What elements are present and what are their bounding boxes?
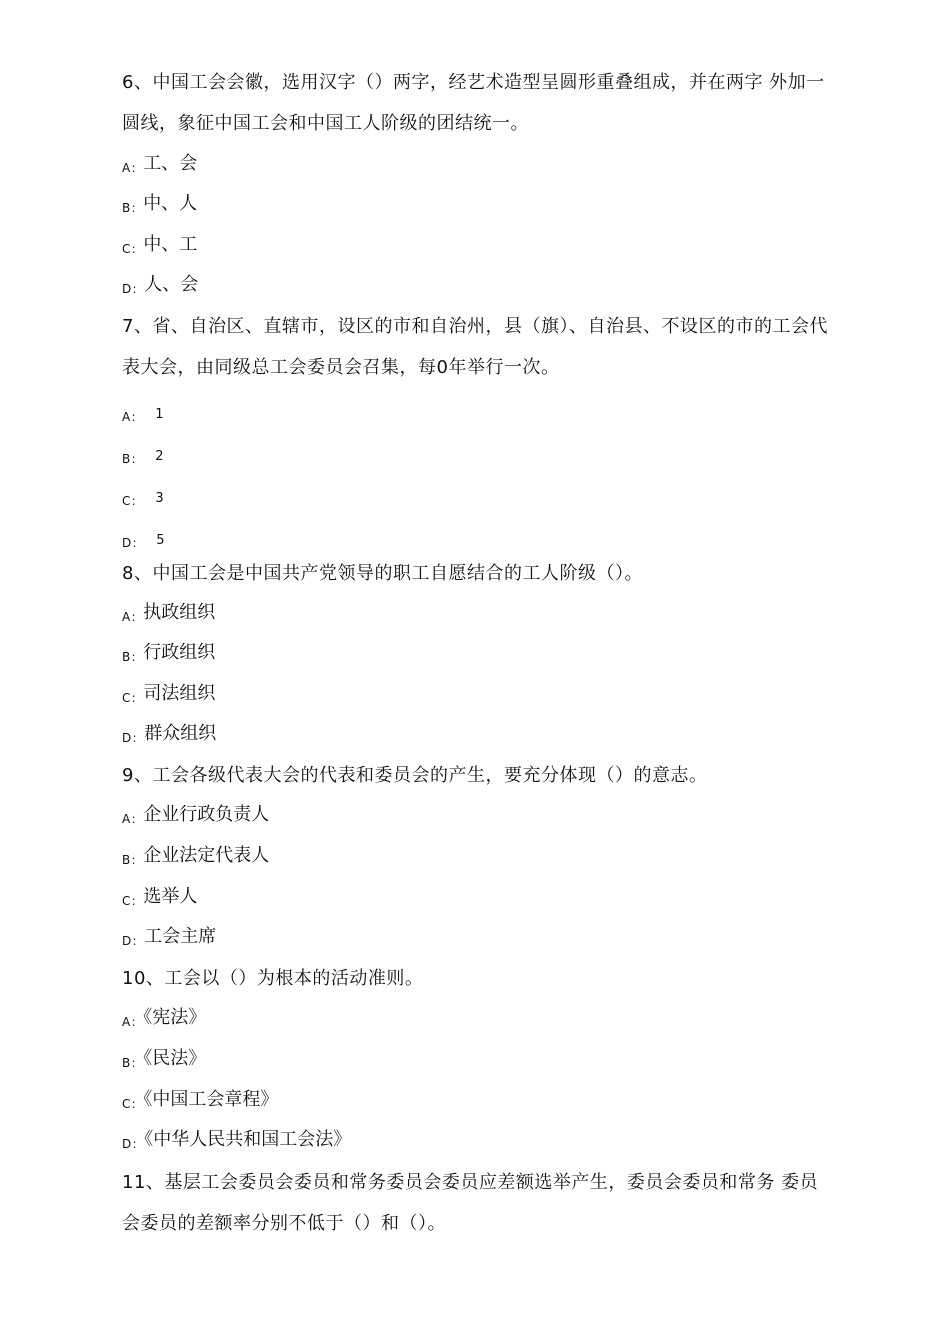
option-letter: C： — [122, 894, 144, 908]
option-9b — [122, 841, 269, 871]
option-text: 3 — [155, 491, 164, 506]
option-text: 企业法定代表人 — [143, 845, 270, 866]
option-letter: D： — [122, 1137, 145, 1151]
option-letter: A： — [122, 1015, 144, 1029]
option-6d — [122, 270, 198, 300]
option-text: 中、人 — [143, 193, 198, 214]
option-letter: B： — [122, 853, 144, 867]
option-text: 5 — [156, 533, 165, 548]
option-letter: C： — [122, 242, 144, 256]
option-text: 《民法》 — [143, 1048, 207, 1069]
question-9: 9、工会各级代表大会的代表和委员会的产生，要充分体现（）的意志。 — [122, 765, 708, 786]
option-8c — [122, 679, 215, 709]
option-letter: D： — [122, 282, 145, 296]
option-text: 企业行政负责人 — [143, 804, 270, 825]
option-letter: B： — [122, 452, 144, 466]
option-8a — [122, 598, 215, 628]
question-10: 10、工会以（）为根本的活动准则。 — [122, 968, 424, 989]
option-letter: A： — [122, 610, 144, 624]
option-text: 工、会 — [143, 153, 198, 174]
option-text: 《中华人民共和国工会法》 — [144, 1129, 352, 1150]
option-letter: B： — [122, 1056, 144, 1070]
option-letter: D： — [122, 731, 145, 745]
option-letter: C： — [122, 1097, 144, 1111]
option-text: 执政组织 — [143, 602, 216, 623]
option-9d — [122, 922, 216, 952]
option-letter: C： — [122, 691, 144, 705]
option-text: 中、工 — [143, 234, 198, 255]
option-8d — [122, 719, 216, 749]
option-7d — [122, 524, 165, 554]
option-letter: D： — [122, 934, 145, 948]
option-letter: B： — [122, 650, 144, 664]
option-7a — [122, 398, 164, 428]
option-text: 《中国工会章程》 — [143, 1089, 279, 1110]
option-text: 选举人 — [143, 886, 198, 907]
option-6a — [122, 149, 197, 179]
question-11: 11、基层工会委员会委员和常务委员会委员应差额选举产生，委员会委员和常务 委员会委员的差额率分别不低于（）和（）。 — [122, 1172, 819, 1234]
option-letter: A： — [122, 161, 144, 175]
question-8: 8、中国工会是中国共产党领导的职工自愿结合的工人阶级（）。 — [122, 563, 643, 584]
option-letter: B： — [122, 201, 144, 215]
question-7: 7、省、自治区、直辖市，设区的市和自治州，县（旗）、自治县、不设区的市的工会代表大会，由同级总工会委员会召集，每0年举行一次。 — [122, 316, 828, 378]
option-10c — [122, 1085, 278, 1115]
option-9c — [122, 882, 197, 912]
option-letter: A： — [122, 410, 144, 424]
option-text: 群众组织 — [144, 723, 217, 744]
option-10a — [122, 1003, 206, 1033]
option-text: 行政组织 — [143, 642, 216, 663]
option-text: 2 — [155, 449, 164, 464]
option-text: 司法组织 — [143, 683, 216, 704]
option-letter: C： — [122, 494, 144, 508]
option-10b — [122, 1044, 206, 1074]
option-letter: A： — [122, 812, 144, 826]
option-text: 工会主席 — [144, 926, 217, 947]
option-6c — [122, 230, 197, 260]
question-6: 6、中国工会会徽，选用汉字（）两字，经艺术造型呈圆形重叠组成，并在两字 外加一圆线，象征中国工会和中国工人阶级的团结统一。 — [122, 72, 825, 134]
option-letter: D： — [122, 536, 145, 550]
option-7b — [122, 440, 164, 470]
option-6b — [122, 189, 197, 219]
option-9a — [122, 800, 269, 830]
option-8b — [122, 638, 215, 668]
option-7c — [122, 482, 164, 512]
option-text: 1 — [155, 407, 164, 422]
option-10d — [122, 1125, 351, 1155]
option-text: 人、会 — [144, 274, 199, 295]
option-text: 《宪法》 — [143, 1007, 207, 1028]
